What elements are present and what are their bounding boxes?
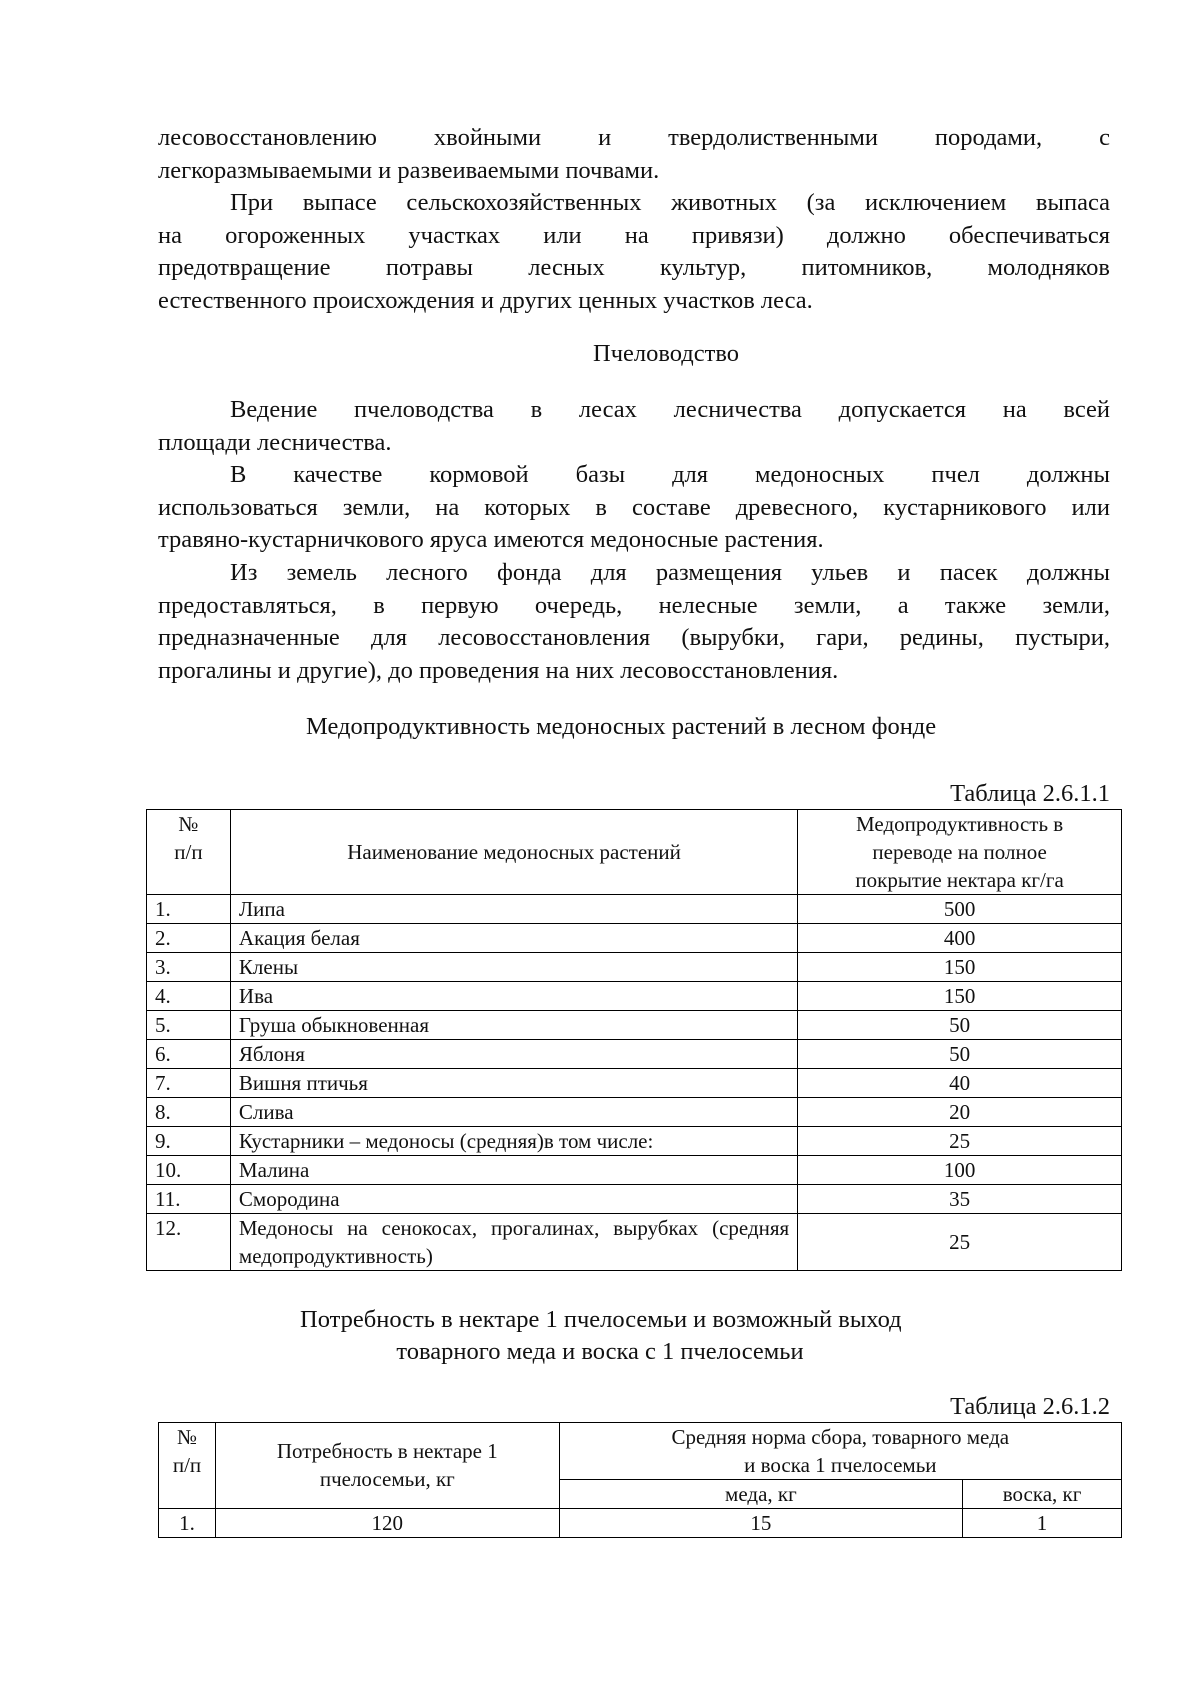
table-row (147, 982, 1122, 1011)
row-num: 11. (147, 1185, 231, 1214)
row-num: 1. (159, 1509, 216, 1538)
table-row (147, 1040, 1122, 1069)
table1-title: Медопродуктивность медоносных растений в лесном фонде (306, 713, 937, 740)
row-value: 400 (798, 924, 1122, 953)
row-num: 4. (147, 982, 231, 1011)
header-productivity-line2: переводе на полное (872, 840, 1047, 864)
row-num: 9. (147, 1127, 231, 1156)
row-plant: Клены (230, 953, 797, 982)
nectar-need-table (158, 1422, 1122, 1538)
header-num-line2: п/п (174, 840, 203, 864)
row-wax: 1 (963, 1509, 1122, 1538)
header-norm-line2: и воска 1 пчелосемьи (744, 1453, 937, 1477)
text-line: лесовосстановлению хвойными и твердолиственными породами, с (158, 124, 1110, 151)
row-plant: Смородина (230, 1185, 797, 1214)
table1-caption: Таблица 2.6.1.1 (950, 780, 1110, 807)
text-line: легкоразмываемыми и развеиваемыми почвами. (158, 156, 660, 184)
paragraph-grazing (158, 187, 1110, 317)
row-value: 50 (798, 1011, 1122, 1040)
row-num: 12. (147, 1214, 231, 1271)
row-value: 35 (798, 1185, 1122, 1214)
honey-productivity-table (146, 809, 1122, 1271)
row-plant: Вишня птичья (230, 1069, 797, 1098)
text-line: на огороженных участках или на привязи) должно обеспечиваться (158, 221, 1110, 249)
header-norm-line1: Средняя норма сбора, товарного меда (671, 1425, 1010, 1449)
text-line: площади лесничества. (158, 428, 392, 456)
table-row (159, 1509, 1122, 1538)
row-num: 8. (147, 1098, 231, 1127)
text-line: травяно-кустарничкового яруса имеются медоносные растения. (158, 526, 824, 553)
section-heading: Пчеловодство (593, 340, 740, 367)
row-plant: Кустарники – медоносы (средняя)в том числе: (230, 1127, 797, 1156)
paragraph-beekeeping (158, 394, 1110, 459)
row-value: 100 (798, 1156, 1122, 1185)
table-row (147, 1214, 1122, 1271)
header-honey: меда, кг (559, 1480, 962, 1509)
row-num: 6. (147, 1040, 231, 1069)
header-num-line1: № (176, 1425, 197, 1449)
paragraph-continuation (158, 122, 1110, 187)
header-productivity (798, 810, 1122, 895)
header-plant-name: Наименование медоносных растений (230, 810, 797, 895)
table2-title (300, 1304, 900, 1368)
header-num-line1: № (178, 812, 199, 836)
header-norm (559, 1423, 1121, 1480)
row-plant: Акация белая (230, 924, 797, 953)
text-line: предоставляться, в первую очередь, нелесные земли, а также земли, (158, 591, 1110, 619)
row-plant: Липа (230, 895, 797, 924)
table-row (147, 895, 1122, 924)
table2-title-line1: Потребность в нектаре 1 пчелосемьи и возможный выход (300, 1306, 902, 1333)
table-header-row (159, 1423, 1122, 1480)
header-num-line2: п/п (172, 1453, 202, 1477)
row-num: 2. (147, 924, 231, 953)
row-plant: Медоносы на сенокосах, прогалинах, вырубках (средняя медопродуктивность) (230, 1214, 797, 1271)
header-productivity-line1: Медопродуктивность в (856, 812, 1064, 836)
table2-caption: Таблица 2.6.1.2 (950, 1393, 1110, 1420)
paragraph-forage-base (158, 459, 1110, 557)
table-row (147, 1098, 1122, 1127)
row-num: 7. (147, 1069, 231, 1098)
row-plant: Малина (230, 1156, 797, 1185)
row-honey: 15 (559, 1509, 962, 1538)
header-productivity-line3: покрытие нектара кг/га (855, 868, 1064, 892)
text-line: В качестве кормовой базы для медоносных пчел должны (230, 461, 1110, 488)
row-value: 25 (798, 1214, 1122, 1271)
table-header-row (147, 810, 1122, 895)
row-need: 120 (215, 1509, 559, 1538)
row-value: 20 (798, 1098, 1122, 1127)
table2-title-line2: товарного меда и воска с 1 пчелосемьи (396, 1338, 804, 1365)
row-num: 5. (147, 1011, 231, 1040)
table-row (147, 1011, 1122, 1040)
text-line: естественного происхождения и других ценных участков леса. (158, 286, 813, 314)
header-wax: воска, кг (963, 1480, 1122, 1509)
row-num: 10. (147, 1156, 231, 1185)
row-plant: Груша обыкновенная (230, 1011, 797, 1040)
row-num: 3. (147, 953, 231, 982)
text-line: Ведение пчеловодства в лесах лесничества допускается на всей (230, 396, 1110, 423)
row-plant: Яблоня (230, 1040, 797, 1069)
table-row (147, 1127, 1122, 1156)
row-value: 25 (798, 1127, 1122, 1156)
row-value: 150 (798, 982, 1122, 1011)
text-line: Из земель лесного фонда для размещения ульев и пасек должны (230, 559, 1110, 586)
row-num: 1. (147, 895, 231, 924)
header-need (215, 1423, 559, 1509)
row-plant: Слива (230, 1098, 797, 1127)
text-line: предотвращение потравы лесных культур, питомников, молодняков (158, 254, 1110, 281)
row-value: 150 (798, 953, 1122, 982)
text-line: При выпасе сельскохозяйственных животных (за исключением выпаса (230, 189, 1110, 216)
row-value: 500 (798, 895, 1122, 924)
row-value: 50 (798, 1040, 1122, 1069)
text-line: использоваться земли, на которых в составе древесного, кустарникового или (158, 493, 1110, 521)
table-row (147, 1156, 1122, 1185)
table-row (147, 1069, 1122, 1098)
header-need-line2: пчелосемьи, кг (319, 1467, 455, 1491)
table-row (147, 1185, 1122, 1214)
paragraph-hive-placement (158, 557, 1110, 687)
table-row (147, 953, 1122, 982)
header-num (159, 1423, 216, 1509)
text-line: прогалины и другие), до проведения на них лесовосстановления. (158, 656, 839, 684)
header-num (147, 810, 231, 895)
header-need-line1: Потребность в нектаре 1 (276, 1439, 498, 1463)
text-line: предназначенные для лесовосстановления (вырубки, гари, редины, пустыри, (158, 624, 1110, 651)
row-value: 40 (798, 1069, 1122, 1098)
row-plant: Ива (230, 982, 797, 1011)
table-row (147, 924, 1122, 953)
